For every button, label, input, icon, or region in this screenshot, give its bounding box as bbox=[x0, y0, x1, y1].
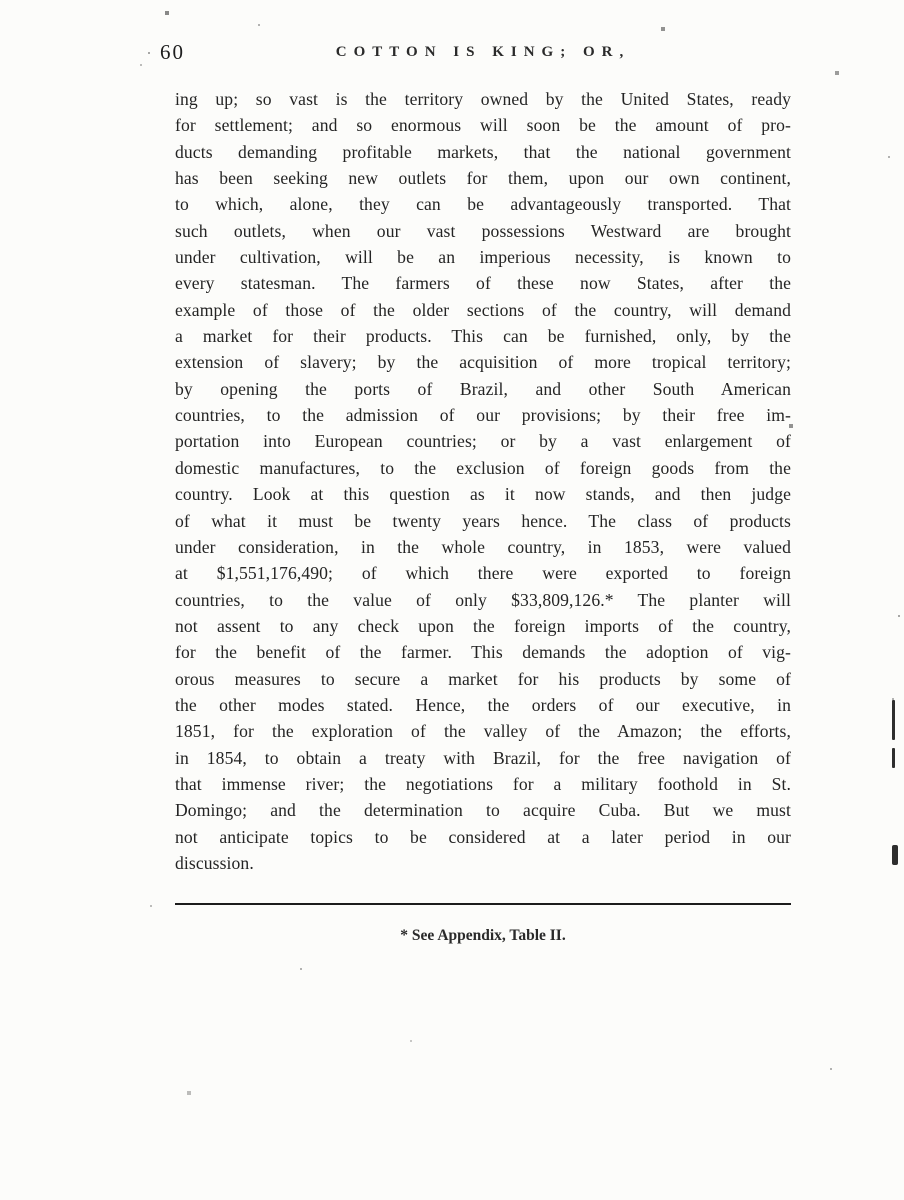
page-number: 60 bbox=[160, 40, 185, 64]
text-line: example of those of the older sections of the country, will demand bbox=[175, 299, 791, 320]
text-line: by opening the ports of Brazil, and other South American bbox=[175, 378, 791, 399]
running-header-title: COTTON IS KING; OR, bbox=[335, 44, 631, 60]
text-line: the other modes stated. Hence, the orders of our executive, in bbox=[175, 694, 791, 715]
text-line: domestic manufactures, to the exclusion of foreign goods from the bbox=[175, 457, 791, 478]
text-line: country. Look at this question as it now stands, and then judge bbox=[175, 484, 791, 505]
text-line: has been seeking new outlets for them, upon our own continent, bbox=[175, 168, 791, 189]
text-line: at $1,551,176,490; of which there were exported to foreign bbox=[175, 563, 791, 584]
text-line: every statesman. The farmers of these now States, after the bbox=[175, 273, 791, 294]
text-line: portation into European countries; or by a vast enlargement of bbox=[175, 431, 791, 452]
text-line: such outlets, when our vast possessions Westward are brought bbox=[175, 220, 791, 241]
text-line: for settlement; and so enormous will soon be the amount of pro- bbox=[175, 115, 791, 136]
text-line: for the benefit of the farmer. This demands the adoption of vig- bbox=[175, 642, 791, 663]
body-paragraph bbox=[175, 86, 791, 876]
scan-artifact-margin-stroke bbox=[892, 748, 895, 768]
text-line: extension of slavery; by the acquisition of more tropical territory; bbox=[175, 352, 791, 373]
text-line: discussion. bbox=[175, 852, 254, 873]
text-line: countries, to the value of only $33,809,126.* The planter will bbox=[175, 589, 791, 610]
text-line: Domingo; and the determination to acquire Cuba. But we must bbox=[175, 800, 791, 821]
text-line: 1851, for the exploration of the valley of the Amazon; the efforts, bbox=[175, 721, 791, 742]
scan-noise-speckles bbox=[0, 0, 2, 2]
scan-artifact-ink-blob bbox=[892, 845, 898, 865]
text-line: under cultivation, will be an imperious necessity, is known to bbox=[175, 247, 791, 268]
text-line: of what it must be twenty years hence. The class of products bbox=[175, 510, 791, 531]
text-line: ing up; so vast is the territory owned by the United States, ready bbox=[175, 89, 791, 109]
text-line: in 1854, to obtain a treaty with Brazil, for the free navigation of bbox=[175, 747, 791, 768]
text-line: not anticipate topics to be considered at a later period in our bbox=[175, 826, 791, 847]
scan-artifact-margin-stroke bbox=[892, 700, 895, 740]
footnote-text: * See Appendix, Table II. bbox=[400, 927, 566, 944]
text-line: orous measures to secure a market for his products by some of bbox=[175, 668, 791, 689]
footnote-separator-rule bbox=[175, 903, 791, 905]
text-line: that immense river; the negotiations for a military foothold in St. bbox=[175, 773, 791, 794]
text-line: countries, to the admission of our provisions; by their free im- bbox=[175, 405, 791, 426]
text-line: a market for their products. This can be furnished, only, by the bbox=[175, 326, 791, 347]
text-line: to which, alone, they can be advantageously transported. That bbox=[175, 194, 791, 215]
text-line: not assent to any check upon the foreign imports of the country, bbox=[175, 615, 791, 636]
text-line: ducts demanding profitable markets, that the national government bbox=[175, 141, 791, 162]
text-line: under consideration, in the whole country, in 1853, were valued bbox=[175, 536, 791, 557]
